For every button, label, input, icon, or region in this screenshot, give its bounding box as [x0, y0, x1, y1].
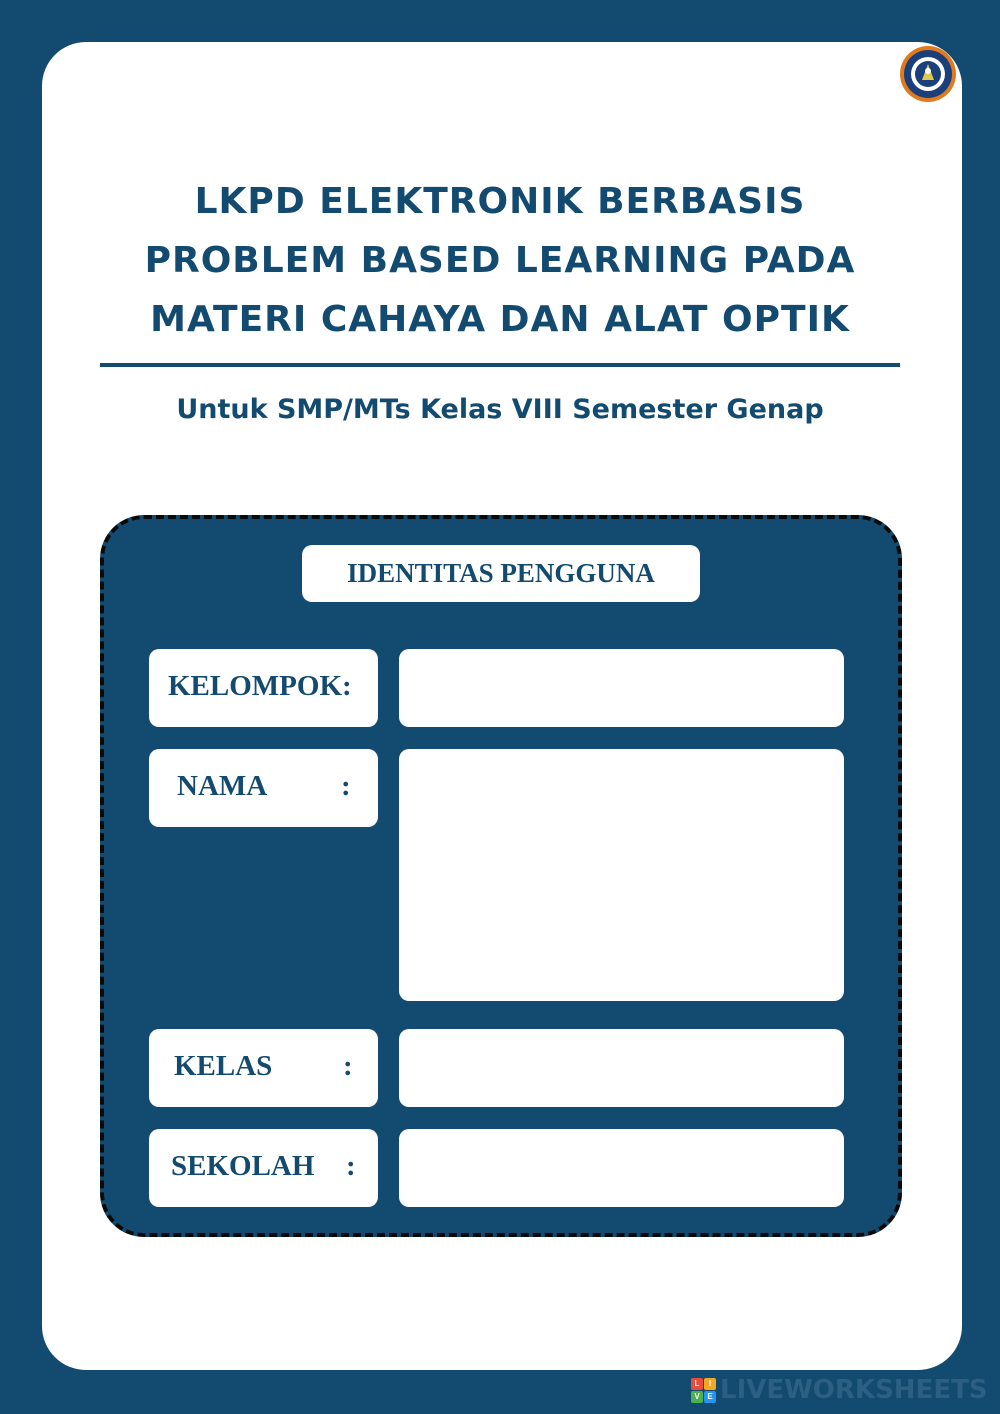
liveworksheets-logo-icon [691, 1378, 716, 1403]
cube-l: L [691, 1378, 703, 1390]
name-label-colon: : [341, 770, 351, 802]
title-line-2: PROBLEM BASED LEARNING PADA [144, 240, 856, 281]
cube-i: I [704, 1378, 716, 1390]
university-seal-icon [898, 44, 958, 104]
name-label [149, 749, 378, 827]
name-label-text: NAMA [177, 770, 268, 802]
watermark-text: LIVEWORKSHEETS [720, 1375, 988, 1405]
worksheet-title [70, 172, 930, 349]
class-label-text: KELAS [174, 1050, 273, 1082]
name-input[interactable] [399, 749, 844, 1001]
identity-heading: IDENTITAS PENGGUNA [302, 545, 700, 602]
cube-v: V [691, 1391, 703, 1403]
group-input[interactable] [399, 649, 844, 727]
title-divider [100, 363, 900, 367]
liveworksheets-watermark [691, 1376, 988, 1404]
class-label-colon: : [343, 1050, 353, 1082]
class-input[interactable] [399, 1029, 844, 1107]
cube-e: E [704, 1391, 716, 1403]
school-label [149, 1129, 378, 1207]
title-line-1: LKPD ELEKTRONIK BERBASIS [194, 181, 806, 222]
worksheet-subtitle: Untuk SMP/MTs Kelas VIII Semester Genap [176, 394, 824, 425]
class-label [149, 1029, 378, 1107]
group-label-text: KELOMPOK: [168, 670, 352, 702]
school-input[interactable] [399, 1129, 844, 1207]
school-label-colon: : [346, 1150, 356, 1182]
title-line-3: MATERI CAHAYA DAN ALAT OPTIK [150, 299, 850, 340]
school-label-text: SEKOLAH [171, 1150, 315, 1182]
group-label [149, 649, 378, 727]
